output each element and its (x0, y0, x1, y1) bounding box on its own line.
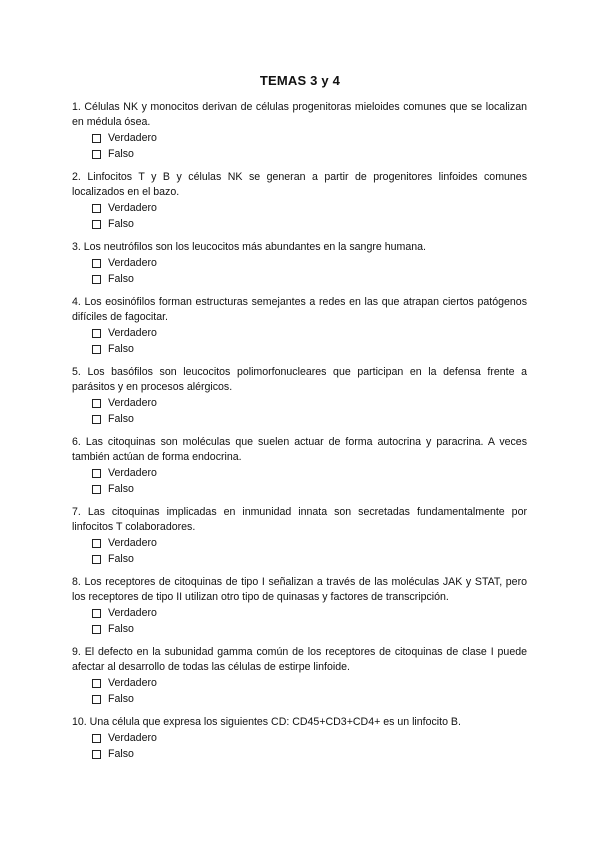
question-list (72, 100, 527, 770)
option-verdadero[interactable] (92, 325, 527, 341)
option-label: Falso (108, 413, 134, 425)
option-verdadero[interactable] (92, 675, 527, 691)
checkbox[interactable] (92, 734, 101, 743)
checkbox[interactable] (92, 609, 101, 618)
question-2 (72, 170, 527, 232)
option-label: Verdadero (108, 257, 157, 269)
option-label: Falso (108, 273, 134, 285)
question-text: 4. Los eosinófilos forman estructuras semejantes a redes en las que atrapan ciertos patógenos difíciles de fagocitar. (72, 296, 527, 323)
option-verdadero[interactable] (92, 255, 527, 271)
option-label: Verdadero (108, 607, 157, 619)
option-label: Falso (108, 343, 134, 355)
option-verdadero[interactable] (92, 730, 527, 746)
checkbox[interactable] (92, 469, 101, 478)
question-8 (72, 575, 527, 637)
checkbox[interactable] (92, 555, 101, 564)
checkbox[interactable] (92, 329, 101, 338)
checkbox[interactable] (92, 259, 101, 268)
option-falso[interactable] (92, 481, 527, 497)
option-falso[interactable] (92, 271, 527, 287)
option-falso[interactable] (92, 341, 527, 357)
question-7 (72, 505, 527, 567)
checkbox[interactable] (92, 625, 101, 634)
option-falso[interactable] (92, 411, 527, 427)
checkbox[interactable] (92, 134, 101, 143)
option-verdadero[interactable] (92, 605, 527, 621)
option-falso[interactable] (92, 746, 527, 762)
checkbox[interactable] (92, 485, 101, 494)
option-verdadero[interactable] (92, 200, 527, 216)
question-5 (72, 365, 527, 427)
checkbox[interactable] (92, 399, 101, 408)
checkbox[interactable] (92, 539, 101, 548)
option-label: Falso (108, 553, 134, 565)
question-6 (72, 435, 527, 497)
question-text: 5. Los basófilos son leucocitos polimorfonucleares que participan en la defensa frente a parásitos y en procesos alérgicos. (72, 366, 527, 393)
page-title: TEMAS 3 y 4 (259, 73, 341, 88)
checkbox[interactable] (92, 150, 101, 159)
question-text: 2. Linfocitos T y B y células NK se generan a partir de progenitores linfoides comunes localizados en el bazo. (72, 171, 527, 198)
checkbox[interactable] (92, 345, 101, 354)
question-text: 7. Las citoquinas implicadas en inmunidad innata son secretadas fundamentalmente por linfocitos T colaboradores. (72, 506, 527, 533)
question-4 (72, 295, 527, 357)
option-falso[interactable] (92, 216, 527, 232)
question-10 (72, 715, 527, 762)
option-label: Verdadero (108, 397, 157, 409)
option-label: Falso (108, 148, 134, 160)
option-label: Verdadero (108, 732, 157, 744)
checkbox[interactable] (92, 275, 101, 284)
checkbox[interactable] (92, 220, 101, 229)
checkbox[interactable] (92, 415, 101, 424)
checkbox[interactable] (92, 750, 101, 759)
question-text: 10. Una célula que expresa los siguientes CD: CD45+CD3+CD4+ es un linfocito B. (72, 716, 461, 728)
question-3 (72, 240, 527, 287)
question-text: 9. El defecto en la subunidad gamma común de los receptores de citoquinas de clase I puede afectar al desarrollo de todas las células de estirpe linfoide. (72, 646, 527, 673)
option-label: Verdadero (108, 132, 157, 144)
option-verdadero[interactable] (92, 465, 527, 481)
option-verdadero[interactable] (92, 130, 527, 146)
question-text: 8. Los receptores de citoquinas de tipo I señalizan a través de las moléculas JAK y STAT, pero los receptores de tipo II utilizan otro tipo de quinasas y factores de transcripción. (72, 576, 527, 603)
option-label: Falso (108, 218, 134, 230)
option-falso[interactable] (92, 621, 527, 637)
question-text: 1. Células NK y monocitos derivan de células progenitoras mieloides comunes que se localizan en médula ósea. (72, 101, 527, 128)
question-text: 6. Las citoquinas son moléculas que suelen actuar de forma autocrina y paracrina. A veces también actúan de forma endocrina. (72, 436, 527, 463)
checkbox[interactable] (92, 204, 101, 213)
question-9 (72, 645, 527, 707)
option-label: Verdadero (108, 677, 157, 689)
question-1 (72, 100, 527, 162)
question-text: 3. Los neutrófilos son los leucocitos más abundantes en la sangre humana. (72, 241, 426, 253)
option-falso[interactable] (92, 691, 527, 707)
checkbox[interactable] (92, 679, 101, 688)
option-label: Verdadero (108, 467, 157, 479)
option-falso[interactable] (92, 551, 527, 567)
option-label: Falso (108, 693, 134, 705)
option-label: Verdadero (108, 537, 157, 549)
option-verdadero[interactable] (92, 395, 527, 411)
option-verdadero[interactable] (92, 535, 527, 551)
option-label: Verdadero (108, 202, 157, 214)
checkbox[interactable] (92, 695, 101, 704)
option-label: Falso (108, 748, 134, 760)
option-label: Verdadero (108, 327, 157, 339)
option-falso[interactable] (92, 146, 527, 162)
option-label: Falso (108, 623, 134, 635)
option-label: Falso (108, 483, 134, 495)
